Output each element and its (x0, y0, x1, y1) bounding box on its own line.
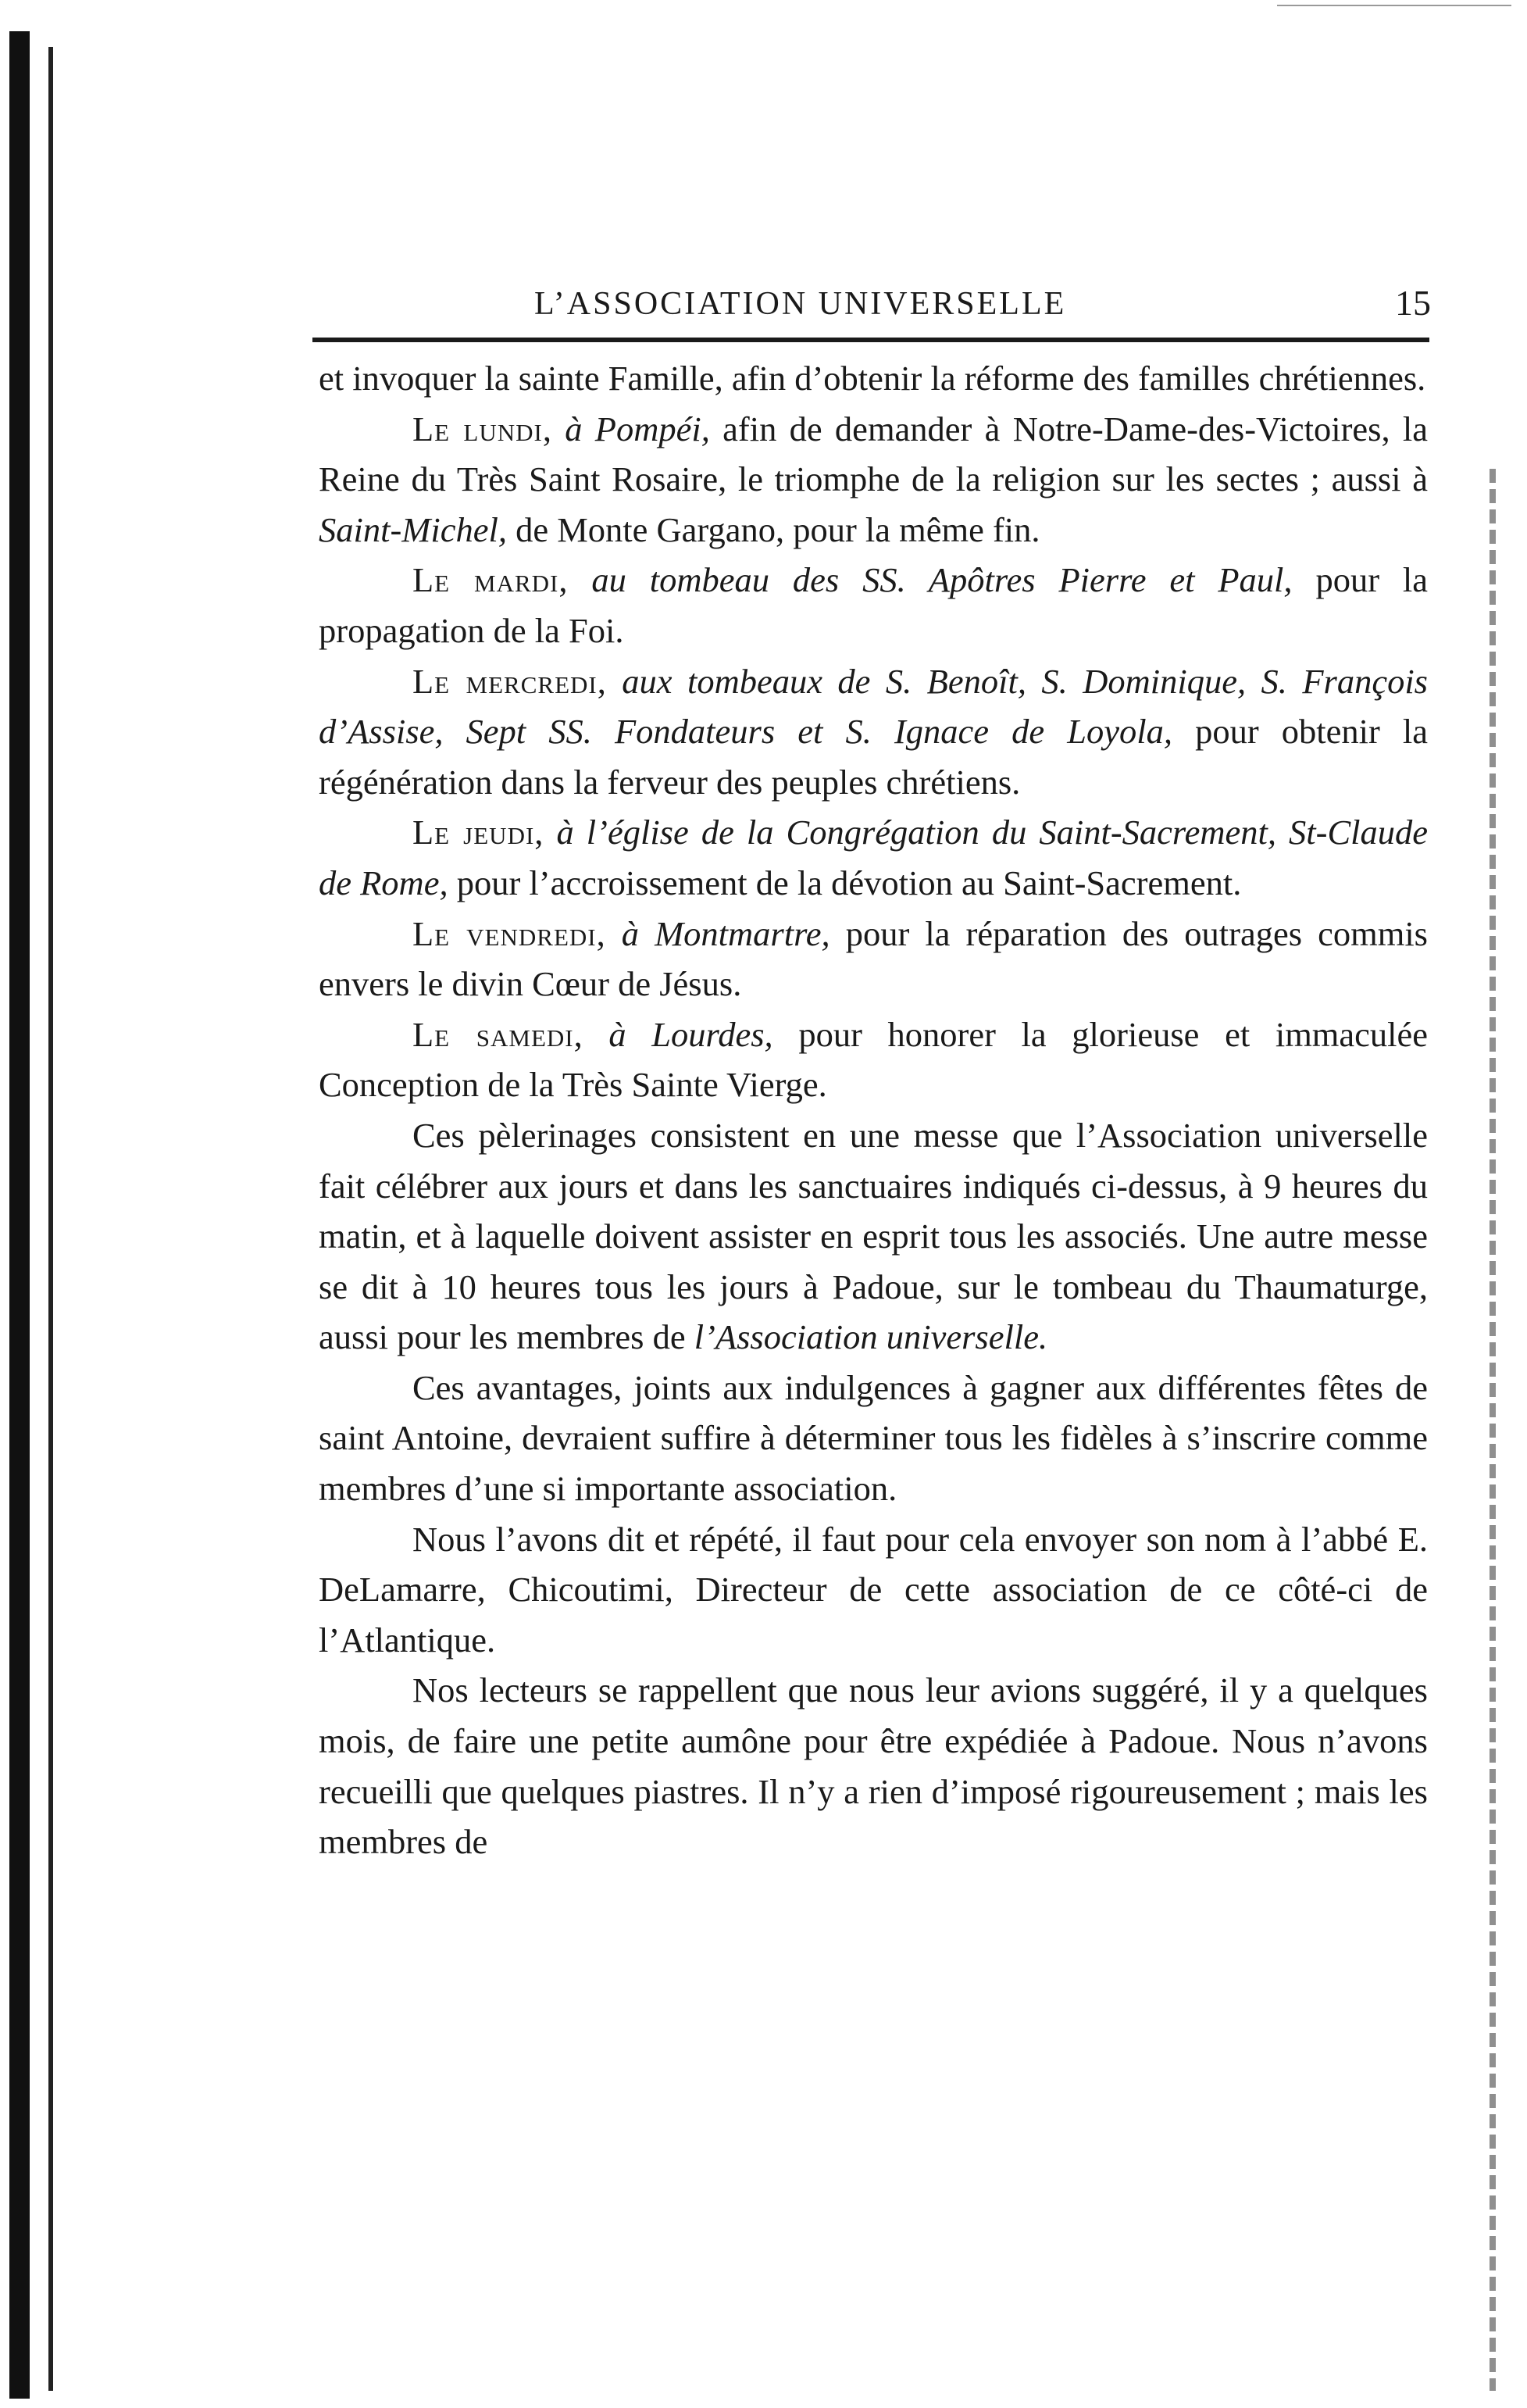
paragraph-text: pour obtenir la régénération dans la ferveur des peuples chrétiens. (319, 712, 1429, 802)
paragraph-text: afin de demander à Notre-Dame-des-Victoires, la Reine du Très Saint Rosaire, le triomphe de la religion sur les sectes ; aussi à (319, 409, 1429, 499)
paragraph-text: pour honorer la glorieuse et immaculée Conception de la Très Sainte Vierge. (319, 1014, 1429, 1105)
paragraph-mardi (319, 555, 1428, 656)
paragraph-text: pour l’accroissement de la dévotion au Saint-Sacrement. (456, 863, 1242, 902)
sanctuary-name: au tombeau des SS. Apôtres Pierre et Paul, (591, 560, 1293, 600)
header-rule (312, 338, 1429, 342)
sanctuary-name: à Lourdes, (608, 1014, 773, 1054)
scan-top-line (1277, 5, 1511, 6)
paragraph-aumone: Nos lecteurs se rappellent que nous leur avions suggéré, il y a quelques mois, de faire une petite aumône pour être expédiée à Padoue. Nous n’avons recueilli que quelques piastres. Il n’y a rien d’imposé rigoureusement ; mais les membres de (319, 1670, 1428, 1862)
day-label: Le mardi, (412, 560, 569, 600)
paragraph-pelerinages (319, 1110, 1428, 1363)
sanctuary-name: à Montmartre, (621, 913, 830, 953)
scan-binding-line (48, 47, 53, 2391)
page-number: 15 (1395, 283, 1431, 323)
day-label: Le mercredi, (412, 661, 607, 701)
page-header (314, 277, 1431, 332)
sanctuary-name: à Pompéi, (565, 409, 710, 448)
day-label: Le lundi, (412, 409, 552, 448)
running-title: L’ASSOCIATION UNIVERSELLE (534, 286, 1067, 322)
paragraph-continuation: et invoquer la sainte Famille, afin d’obtenir la réforme des familles chrétiennes. (319, 359, 1426, 398)
paragraph-avantages: Ces avantages, joints aux indulgences à gagner aux différentes fêtes de saint Antoine, devraient suffire à déterminer tous les fidèles à s’inscrire comme membres d’une si importante association. (319, 1367, 1428, 1509)
day-label: Le samedi, (412, 1014, 583, 1054)
sanctuary-name: à l’église de la Congrégation du Saint-Sacrement, St-Claude de Rome, (319, 813, 1429, 902)
scan-binding-edge (9, 31, 30, 2399)
paragraph-text: Ces pèlerinages consistent en une messe que l’Association universelle fait célébrer aux jours et dans les sanctuaires indiqués ci-dessus, à 9 heures du matin, et à laquelle doivent assister en esprit tous les associés. Une autre messe se dit à 10 heures tous les jours à Padoue, sur le tombeau du Thaumaturge, aussi pour les membres de (319, 1115, 1428, 1357)
paragraph-lundi (319, 404, 1428, 556)
paragraph-samedi (319, 1009, 1428, 1110)
paragraph-vendredi (319, 909, 1428, 1009)
day-label: Le jeudi, (412, 813, 544, 852)
sanctuary-name: Saint-Michel, (319, 509, 507, 549)
paragraph-text: pour la réparation des outrages commis envers le divin Cœur de Jésus. (319, 913, 1429, 1004)
paragraph-inscription: Nous l’avons dit et répété, il faut pour cela envoyer son nom à l’abbé E. DeLamarre, Chicoutimi, Directeur de cette association de ce côté-ci de l’Atlantique. (319, 1519, 1428, 1660)
sanctuary-name: aux tombeaux de S. Benoît, S. Dominique, S. François d’Assise, Sept SS. Fondateurs et S. Ignace de Loyola, (319, 661, 1428, 752)
paragraph-text: de Monte Gargano, pour la même fin. (516, 509, 1040, 549)
paragraph-text: pour la propagation de la Foi. (319, 560, 1429, 650)
paragraph-jeudi (319, 807, 1428, 908)
page-body (319, 353, 1428, 1867)
association-name: l’Association universelle. (694, 1317, 1048, 1357)
day-label: Le vendredi, (412, 913, 606, 953)
scan-page-edge (1490, 469, 1496, 2391)
paragraph-mercredi (319, 656, 1428, 808)
